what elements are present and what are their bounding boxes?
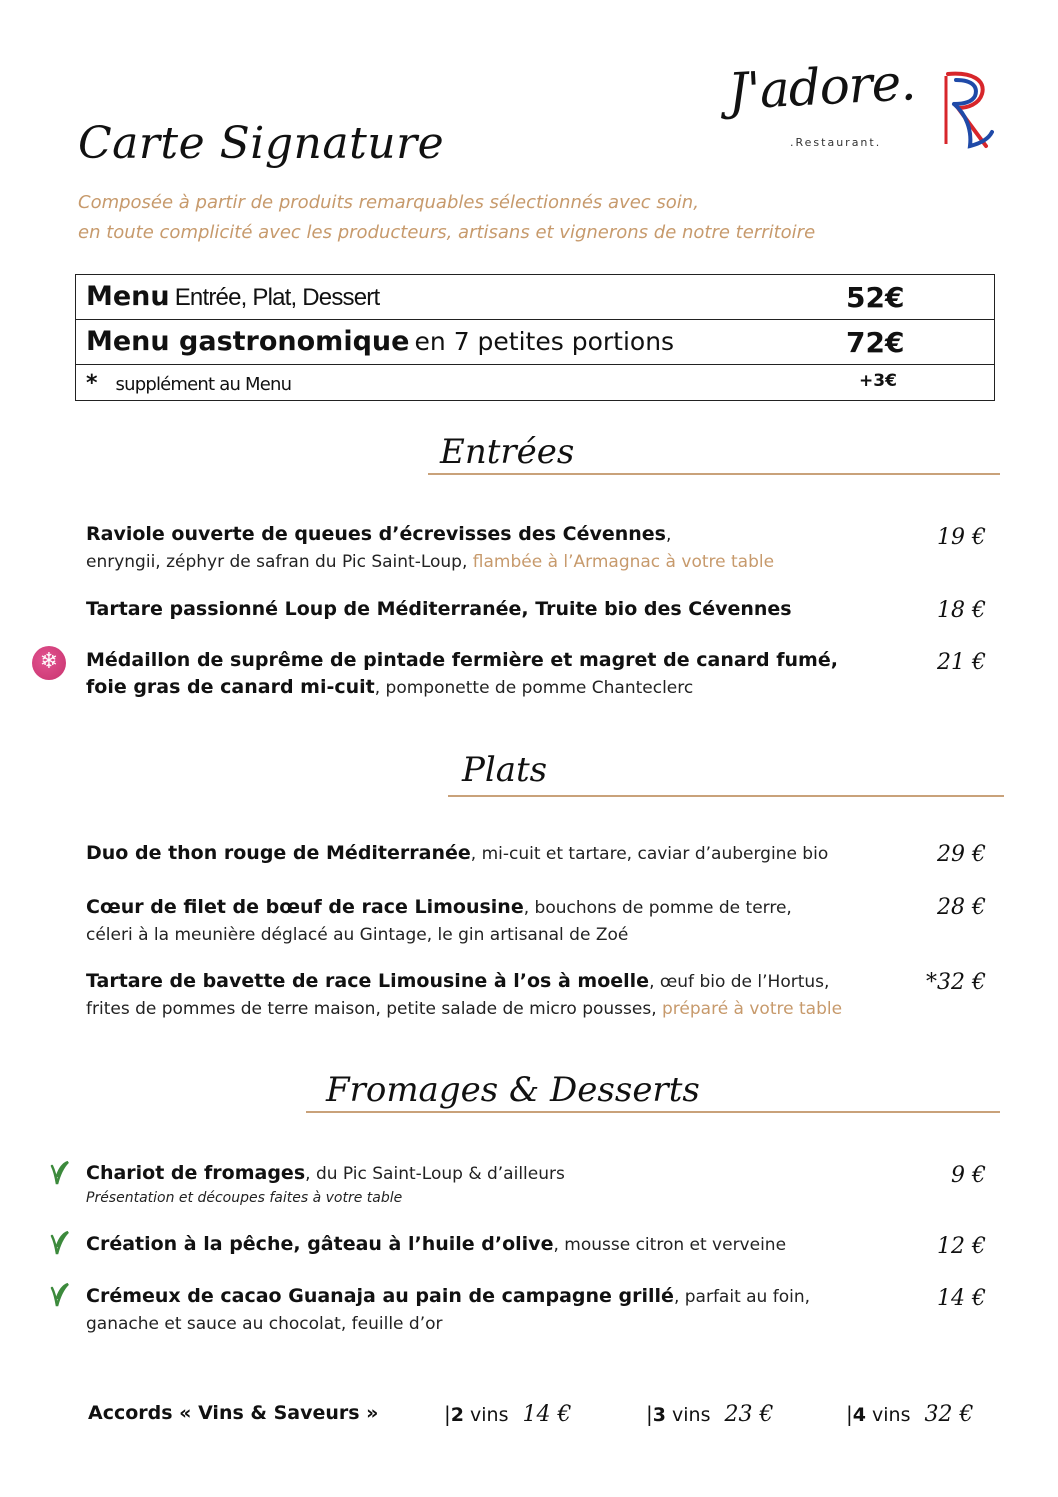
- subtitle-line-2: en toute complicité avec les producteurs, artisans et vignerons de notre territoire: [78, 222, 816, 243]
- accord-unit: vins: [672, 1404, 711, 1426]
- menu-item: [86, 1160, 906, 1208]
- item-desc: , bouchons de pomme de terre,: [523, 898, 792, 918]
- section-title-desserts: Fromages & Desserts: [326, 1070, 700, 1110]
- accord-count: 4: [852, 1404, 866, 1426]
- accord-count: 2: [450, 1404, 464, 1426]
- menu-item: [86, 1231, 906, 1259]
- menu-price: 72€: [846, 326, 905, 359]
- item-name: Duo de thon rouge de Méditerranée: [86, 842, 471, 864]
- item-price: 21 €: [937, 650, 986, 675]
- accord-count: 3: [652, 1404, 666, 1426]
- item-name: Raviole ouverte de queues d’écrevisses des Cévennes: [86, 523, 666, 545]
- accord-price: 14 €: [522, 1402, 572, 1427]
- logo-r-icon: [942, 70, 994, 150]
- section-rule: [448, 795, 1004, 797]
- item-name-2: foie gras de canard mi-cuit: [86, 676, 375, 698]
- accords-label: Accords « Vins & Saveurs »: [88, 1402, 379, 1424]
- item-price: 12 €: [937, 1234, 986, 1259]
- accord-unit: vins: [872, 1404, 911, 1426]
- menu-item: [86, 968, 906, 1023]
- item-highlight: préparé à votre table: [662, 999, 843, 1019]
- item-highlight: flambée à l’Armagnac à votre table: [472, 552, 775, 572]
- item-name: Tartare de bavette de race Limousine à l’os à moelle: [86, 970, 650, 992]
- item-name: Tartare passionné Loup de Méditerranée, Truite bio des Cévennes: [86, 598, 792, 620]
- menu-price: +3€: [859, 371, 897, 391]
- menu-row: [76, 320, 994, 365]
- item-name: Cœur de filet de bœuf de race Limousine: [86, 896, 524, 918]
- section-title-entrees: Entrées: [440, 432, 575, 472]
- item-desc: , pomponette de pomme Chanteclerc: [374, 678, 694, 698]
- accord-price: 32 €: [924, 1402, 974, 1427]
- accord-option: |4 vins 32 €: [846, 1402, 974, 1427]
- item-desc: enryngii, zéphyr de safran du Pic Saint-Loup,: [86, 552, 473, 572]
- item-price: 28 €: [937, 895, 986, 920]
- item-price: 19 €: [937, 525, 986, 550]
- menu-item: Raviole ouverte de queues d’écrevisses des Cévennes, enryngii, zéphyr de safran du Pic Saint-Loup, flambée à l’Armagnac à votre table: [86, 523, 775, 572]
- menu-detail: supplément au Menu: [115, 374, 292, 395]
- accord-price: 23 €: [724, 1402, 774, 1427]
- item-price: 9 €: [951, 1163, 986, 1188]
- item-desc: , mi-cuit et tartare, caviar d’aubergine bio: [470, 844, 829, 864]
- item-price: 18 €: [937, 598, 986, 623]
- menu-item: [86, 1283, 906, 1338]
- item-name: Médaillon de suprême de pintade fermière et magret de canard fumé,: [86, 649, 838, 671]
- item-price: 14 €: [937, 1286, 986, 1311]
- item-price: *32 €: [926, 970, 986, 995]
- menu-detail: Entrée, Plat, Dessert: [174, 284, 380, 311]
- item-desc: , mousse citron et verveine: [553, 1235, 787, 1255]
- snowflake-badge-icon: ❄: [32, 646, 66, 680]
- supplement-star: *: [86, 371, 98, 396]
- menu-name: Menu: [86, 281, 170, 312]
- section-title-plats: Plats: [462, 750, 548, 790]
- menu-name: Menu gastronomique: [86, 326, 410, 357]
- item-name: Création à la pêche, gâteau à l’huile d’olive: [86, 1233, 554, 1255]
- leaf-icon: [48, 1230, 70, 1256]
- logo-subtext: .Restaurant.: [790, 136, 882, 149]
- menu-item: [86, 596, 906, 623]
- menu-item: [86, 840, 906, 868]
- menu-item: [86, 647, 906, 702]
- item-desc: , du Pic Saint-Loup & d’ailleurs: [305, 1164, 565, 1184]
- menu-row: [76, 275, 994, 320]
- section-rule: [428, 473, 1000, 475]
- item-desc: , parfait au foin,: [673, 1287, 811, 1307]
- accord-option: |2 vins 14 €: [444, 1402, 572, 1427]
- page-title: Carte Signature: [78, 118, 445, 169]
- item-price: 29 €: [937, 842, 986, 867]
- item-desc-2: ganache et sauce au chocolat, feuille d’or: [86, 1314, 443, 1334]
- item-note: Présentation et découpes faites à votre table: [86, 1190, 403, 1206]
- menu-price: 52€: [846, 281, 905, 314]
- menu-item: [86, 894, 906, 949]
- item-desc: , œuf bio de l’Hortus,: [649, 972, 830, 992]
- item-desc-2: céleri à la meunière déglacé au Gintage, le gin artisanal de Zoé: [86, 925, 629, 945]
- menu-price-table: [75, 274, 995, 401]
- item-name: Crémeux de cacao Guanaja au pain de campagne grillé: [86, 1285, 674, 1307]
- subtitle-line-1: Composée à partir de produits remarquables sélectionnés avec soin,: [78, 192, 699, 213]
- menu-row: [76, 365, 994, 400]
- section-rule: [306, 1111, 1000, 1113]
- leaf-icon: [48, 1160, 70, 1186]
- logo-script: J'adore.: [726, 53, 917, 121]
- menu-detail: en 7 petites portions: [414, 327, 675, 356]
- accord-unit: vins: [470, 1404, 509, 1426]
- leaf-icon: [48, 1282, 70, 1308]
- item-desc-2: frites de pommes de terre maison, petite salade de micro pousses,: [86, 999, 662, 1019]
- item-name: Chariot de fromages: [86, 1162, 306, 1184]
- accord-option: |3 vins 23 €: [646, 1402, 774, 1427]
